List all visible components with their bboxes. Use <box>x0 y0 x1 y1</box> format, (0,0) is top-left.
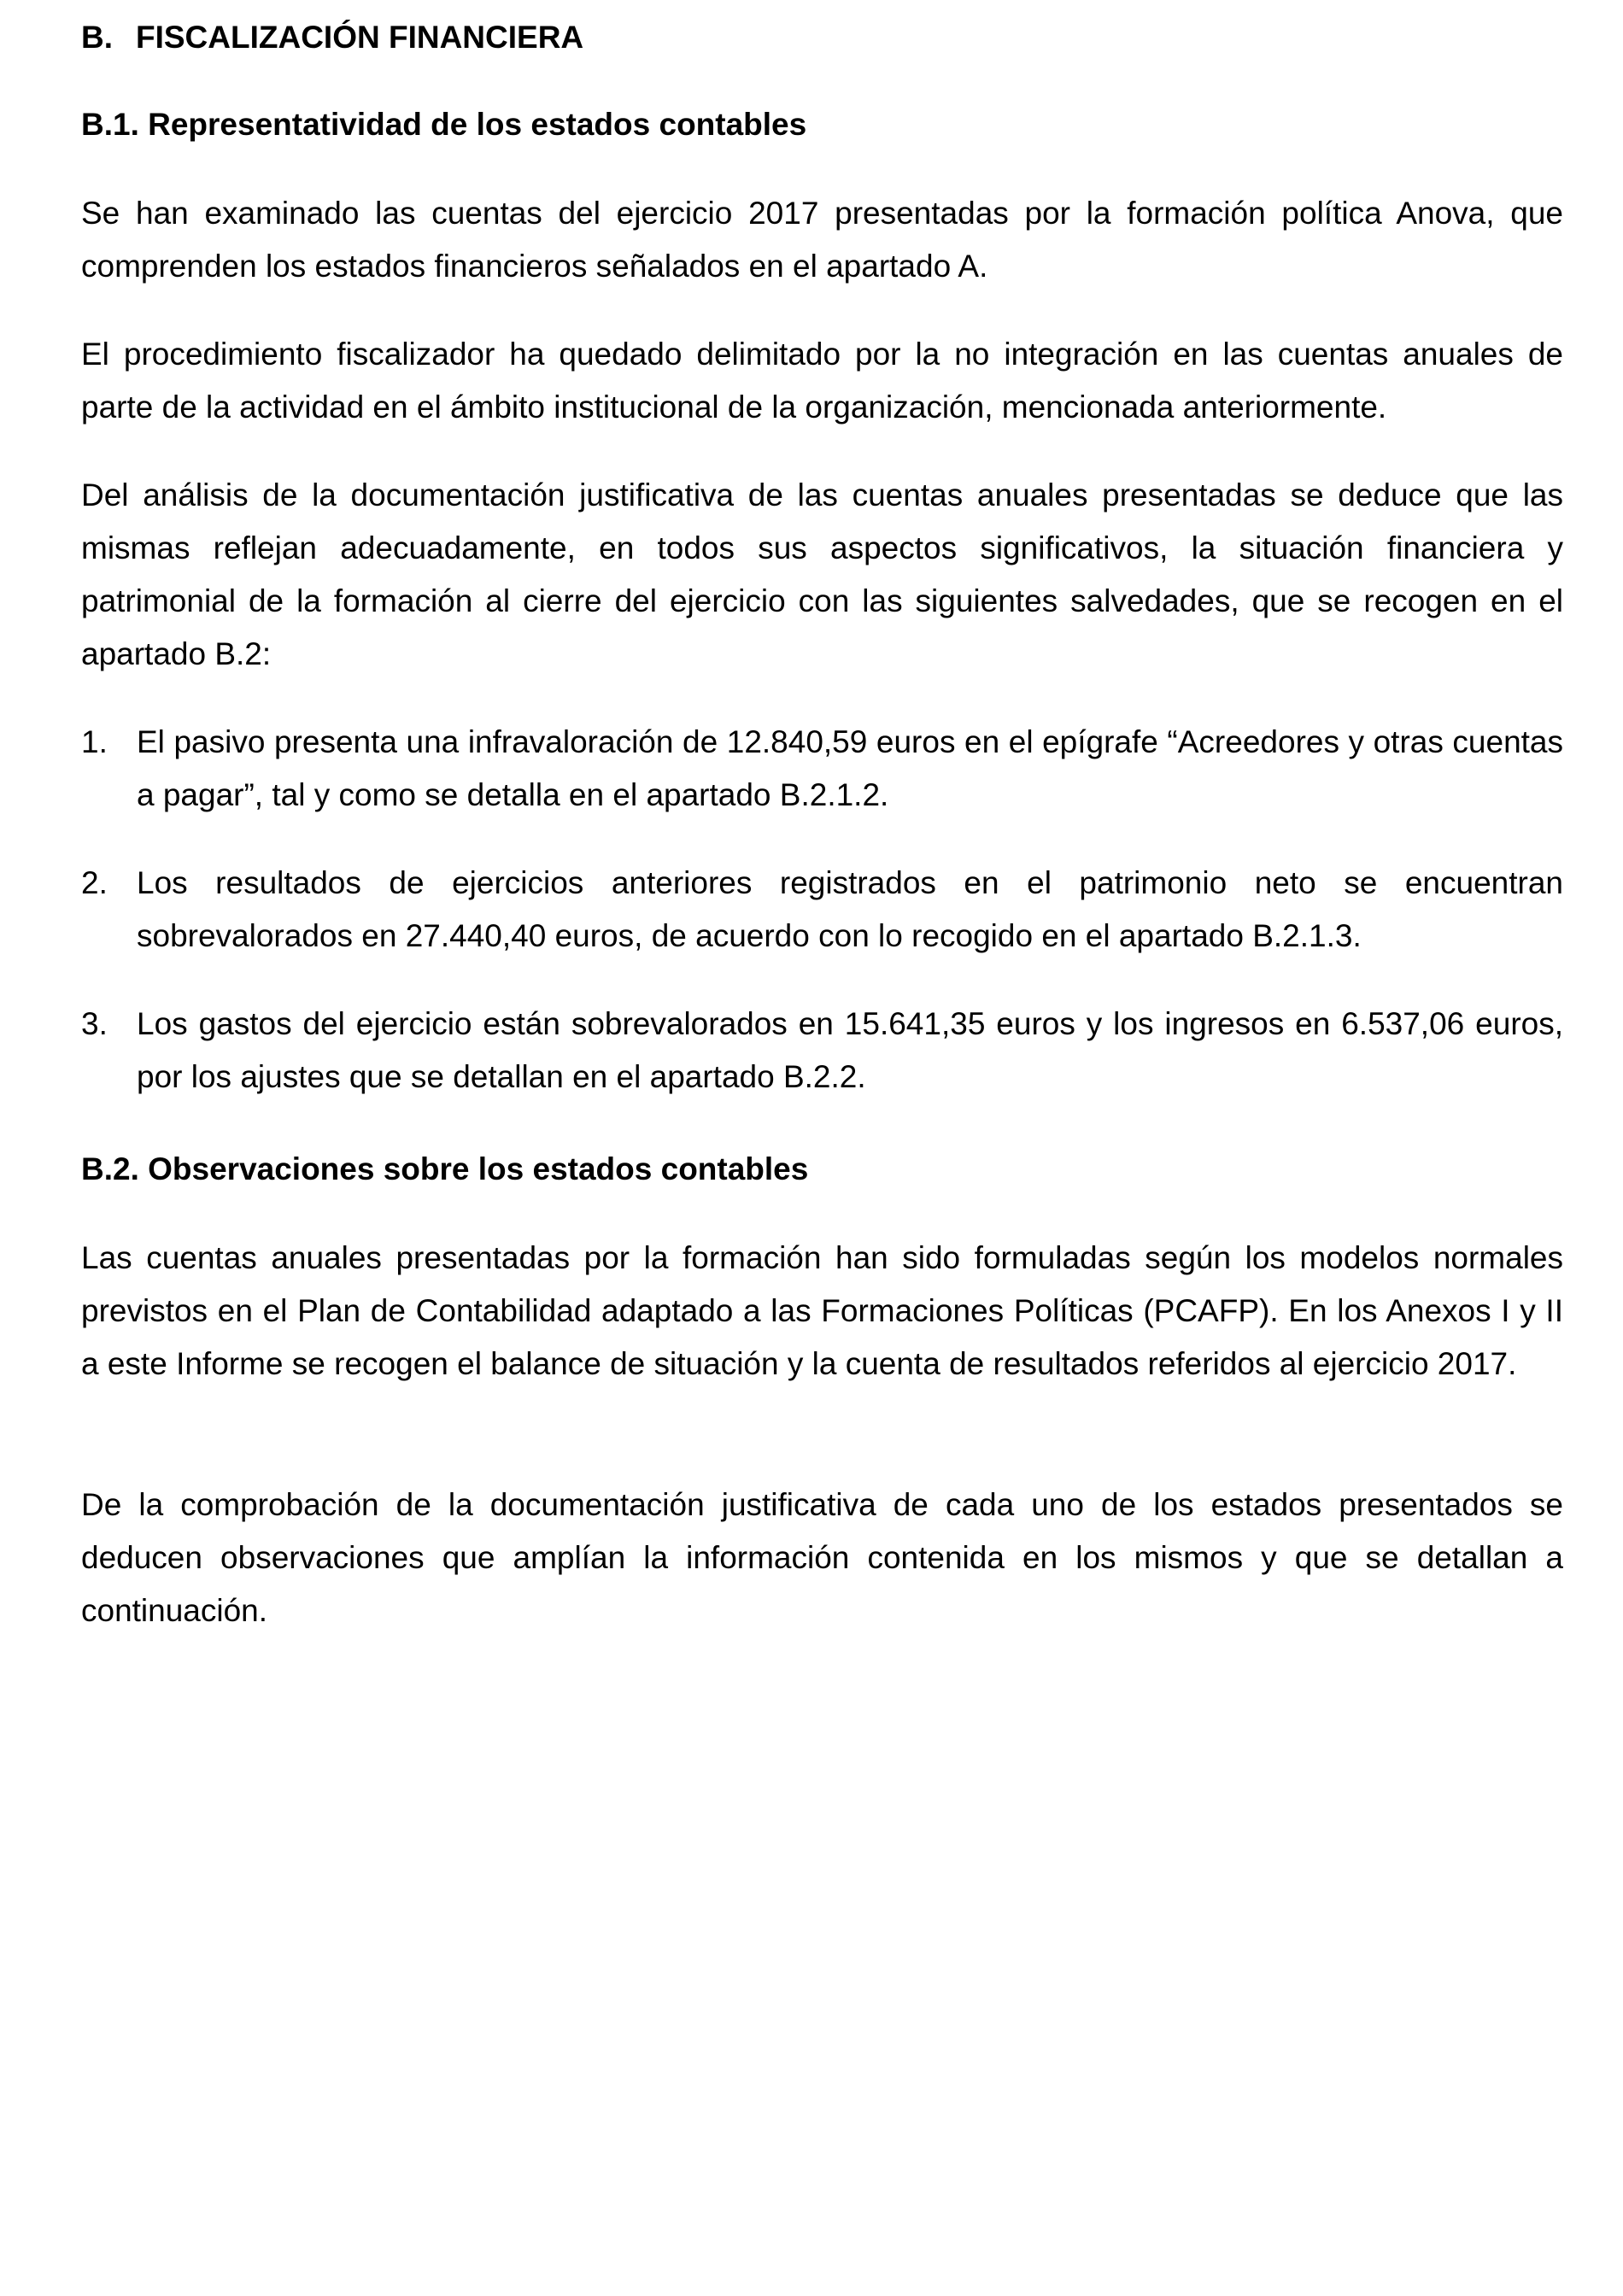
main-heading <box>81 17 583 58</box>
paragraph-b2-2: De la comprobación de la documentación justificativa de cada uno de los estados presentados se deducen observaciones que amplían la información contenida en los mismos y que se detallan a continuación. <box>81 1487 1563 1628</box>
list-item-1 <box>81 716 1563 822</box>
paragraph-b1-2: El procedimiento fiscalizador ha quedado delimitado por la no integración en las cuentas anuales de parte de la actividad en el ámbito institucional de la organización, mencionada anteriormente. <box>81 337 1563 425</box>
list-item-text: Los gastos del ejercicio están sobrevalorados en 15.641,35 euros y los ingresos en 6.537,06 euros, por los ajustes que se detallan en el apartado B.2.2. <box>137 1006 1563 1094</box>
paragraph-b1-1: Se han examinado las cuentas del ejercicio 2017 presentadas por la formación política Anova, que comprenden los estados financieros señalados en el apartado A. <box>81 196 1563 284</box>
list-marker: 1. <box>81 724 108 759</box>
list-item-3 <box>81 998 1563 1104</box>
list-item-text: El pasivo presenta una infravaloración de 12.840,59 euros en el epígrafe “Acreedores y otras cuentas a pagar”, tal y como se detalla en el apartado B.2.1.2. <box>137 724 1563 812</box>
list-item-text: Los resultados de ejercicios anteriores registrados en el patrimonio neto se encuentran sobrevalorados en 27.440,40 euros, de acuerdo con lo recogido en el apartado B.2.1.3. <box>137 865 1563 953</box>
list-marker: 2. <box>81 865 108 900</box>
section-b1-title: B.1. Representatividad de los estados contables <box>81 107 807 142</box>
paragraph-b1-3: Del análisis de la documentación justificativa de las cuentas anuales presentadas se deduce que las mismas reflejan adecuadamente, en todos sus aspectos significativos, la situación financiera y patrimonial de la formación al cierre del ejercicio con las siguientes salvedades, que se recogen en el apartado B.2: <box>81 477 1563 671</box>
list-item-2 <box>81 857 1563 963</box>
list-marker: 3. <box>81 1006 108 1041</box>
section-b2-title: B.2. Observaciones sobre los estados contables <box>81 1151 809 1186</box>
paragraph-b2-1: Las cuentas anuales presentadas por la formación han sido formuladas según los modelos normales previstos en el Plan de Contabilidad adaptado a las Formaciones Políticas (PCAFP). En los Anexos I y II a este Informe se recogen el balance de situación y la cuenta de resultados referidos al ejercicio 2017. <box>81 1240 1563 1381</box>
main-heading-number: B. <box>81 20 113 55</box>
main-heading-title: FISCALIZACIÓN FINANCIERA <box>136 20 584 55</box>
